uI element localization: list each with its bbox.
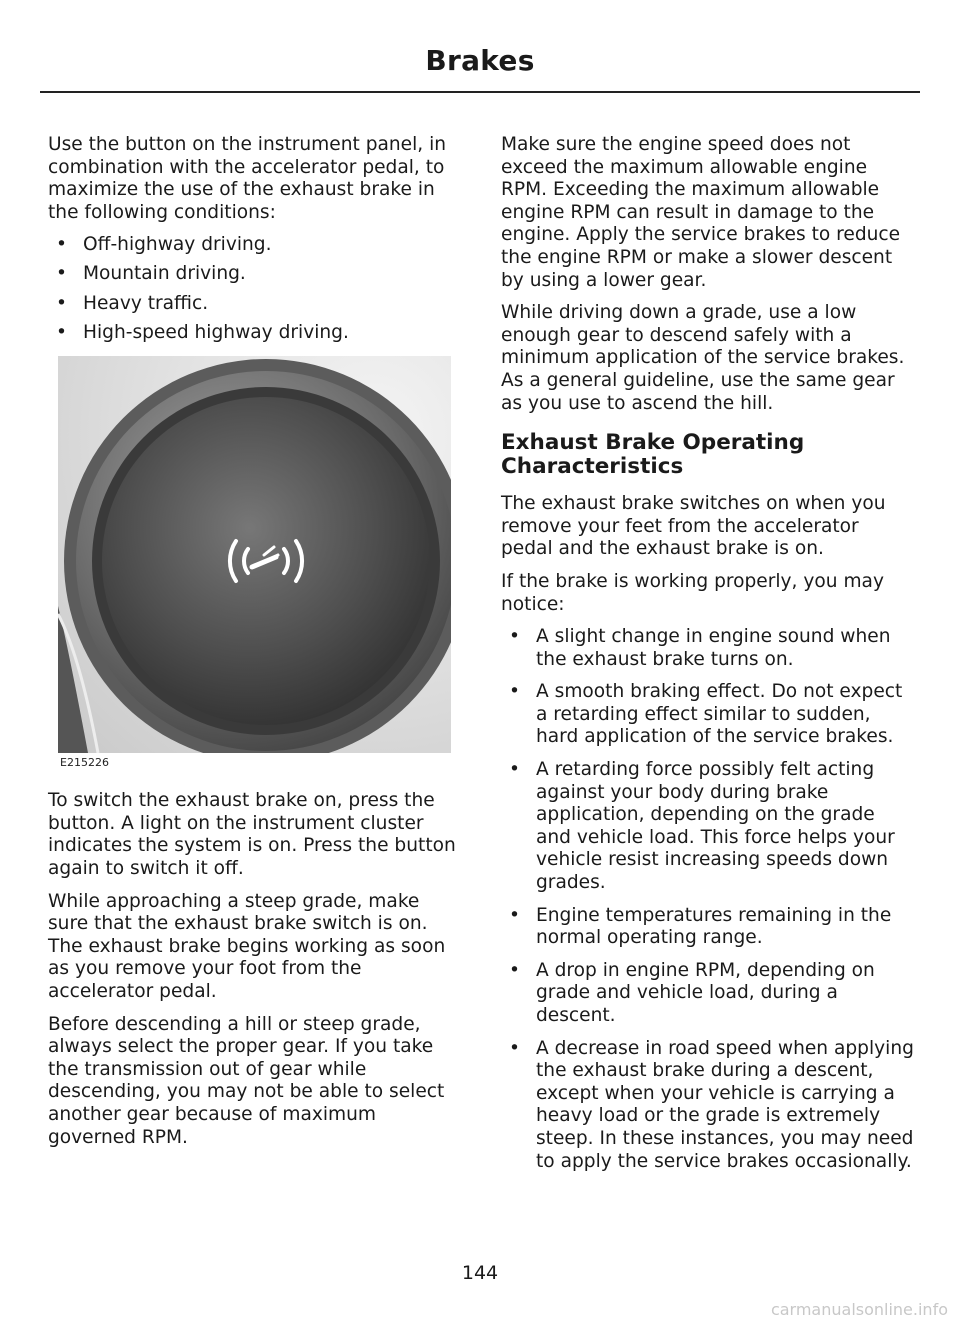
exhaust-brake-button-figure [58, 356, 451, 774]
intro-paragraph: Use the button on the instrument panel, in combination with the accelerator pedal, to maximize the use of the exhaust brake in the following conditions: [48, 134, 447, 223]
list-item: • Off-highway driving. [48, 234, 462, 257]
list-item: • A decrease in road speed when applying the exhaust brake during a descent, except when your vehicle is carrying a heavy load or the grade is extremely steep. In these instances, you may need to apply the service brakes occasionally. [501, 1038, 915, 1174]
page-number: 144 [461, 1262, 499, 1284]
list-item: • High-speed highway driving. [48, 322, 462, 345]
conditions-list [48, 234, 462, 344]
list-item: • A slight change in engine sound when the exhaust brake turns on. [501, 626, 915, 671]
list-item: • A smooth braking effect. Do not expect a retarding effect similar to sudden, hard application of the service brakes. [501, 681, 915, 749]
list-item: • A retarding force possibly felt acting against your body during brake application, depending on the grade and vehicle load. This force helps your vehicle resist increasing speeds down grades. [501, 759, 915, 895]
switch-on-paragraph: To switch the exhaust brake on, press the button. A light on the instrument cluster indicates the system is on. Press the button again to switch it off. [48, 790, 456, 880]
engine-speed-paragraph: Make sure the engine speed does not exceed the maximum allowable engine RPM. Exceeding the maximum allowable engine RPM can result in damage to the engine. Apply the service brakes to reduce the engine RPM or make a slower descent by using a lower gear. [501, 134, 901, 291]
watermark: carmanualsonline.info [770, 1300, 948, 1319]
header-divider [40, 91, 920, 93]
page-title: Brakes [425, 44, 535, 77]
left-column [48, 134, 462, 1159]
exhaust-brake-button-photo [58, 356, 451, 753]
list-item: • A drop in engine RPM, depending on grade and vehicle load, during a descent. [501, 960, 915, 1028]
list-item: • Mountain driving. [48, 263, 462, 286]
section-heading: Exhaust Brake Operating Characteristics [501, 430, 805, 480]
right-column [501, 134, 915, 1183]
characteristics-list [501, 626, 915, 1173]
low-gear-paragraph: While driving down a grade, use a low enough gear to descend safely with a minimum application of the service brakes. As a general guideline, use the same gear as you use to ascend the hill. [501, 302, 905, 414]
list-item: • Engine temperatures remaining in the normal operating range. [501, 905, 915, 950]
list-item: • Heavy traffic. [48, 293, 462, 316]
descending-paragraph: Before descending a hill or steep grade, always select the proper gear. If you take the transmission out of gear while descending, you may not be able to select another gear because of maximum governed RPM. [48, 1013, 445, 1148]
approaching-grade-paragraph: While approaching a steep grade, make sure that the exhaust brake switch is on. The exhaust brake begins working as soon as you remove your foot from the accelerator pedal. [48, 890, 446, 1002]
switches-on-paragraph: The exhaust brake switches on when you remove your feet from the accelerator pedal and the exhaust brake is on. [501, 493, 886, 560]
figure-label: E215226 [60, 756, 109, 770]
notice-paragraph: If the brake is working properly, you may notice: [501, 570, 884, 615]
